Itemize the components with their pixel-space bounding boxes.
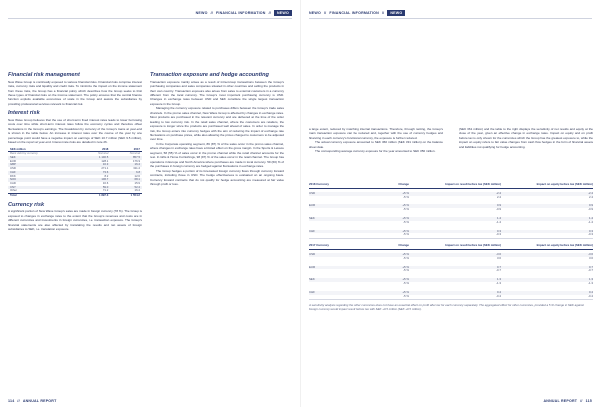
right-page [300, 0, 600, 407]
table-cell: -0.7 [588, 268, 593, 273]
table-cell: CAD [10, 180, 16, 185]
table-cell: Nominal [98, 151, 109, 156]
table-cell: 6.8 [110, 171, 142, 175]
table-cell: 0.4 [496, 289, 501, 294]
table-cell: +5 % [402, 228, 409, 233]
paragraph: a large extent, reduced by matching internal transactions. Therefore, through netting, the Group's main transaction exposure can be reduced and, together with the use of currency hedges and financing in each currency's functional currency, the exposure is further reduced. [309, 127, 443, 140]
table-header-cell: Impact on result before tax (SEK million) [445, 243, 501, 248]
table-cell: CHF [309, 228, 315, 233]
table-cell: 1.4 [588, 215, 593, 220]
table-cell: 71.2 [102, 188, 109, 193]
table-header-cell: Change [398, 243, 409, 248]
table-cell: EUR [10, 158, 16, 163]
section-label: FINANCIAL INFORMATION [216, 11, 266, 15]
table-cell: 3.6 [496, 255, 501, 260]
table-cell: -5 % [403, 219, 409, 224]
table-cell: 16.3 [79, 163, 111, 167]
paragraph: Managing the currency exposure related to purchases differs between the Group's trade sales channels. In the promo sales channel, New Wave Group is affected by changes in exchange rates. Most products are purchased in the relevant currency and are delivered at the time of the order leading to low currency risk. In the retail sales channel, where the customers are retailers, the exposure is longer since the products are purchased well ahead of sales. In order to manage the risk, the Group enters into currency hedges with the aim of reducing the impact of exchange rate fluctuations on purchase prices, while also allowing the prices charged to customers to be adjusted over time. [150, 106, 284, 142]
paragraph: In the Corporate operating segment, 89 (87) % of the sales occur in the promo sales channel, where changes in exchange rates have a limited effect on the gross margin. In the Sports & Leisure segment, 58 (55) % of sales occur in the promo channel while the retail channel accounts for the rest. In Gifts & Home Furnishings, 98 (97) % of the sales occur in the retail channel. The Group has operations in Europe and North America where purchases are made in local currency. 59 (60) % of the purchases in foreign currency are hedged against fluctuations in exchange rates. [150, 141, 284, 169]
paragraph: The actual currency exposure amounted to SEK 360 million (SEK 331 million) on the balance sheet date. [309, 140, 443, 149]
table-cell: 16.6 [102, 180, 109, 185]
table-cell [309, 282, 349, 286]
table-row [309, 233, 593, 239]
table-cell: -5 % [403, 268, 409, 273]
table-row [309, 196, 593, 200]
table-cell: USD [309, 190, 316, 195]
table-cell: -0.4 [588, 293, 593, 298]
table-cell: 68.1 [110, 178, 142, 182]
table-cell: -5 % [403, 194, 409, 199]
table-cell: SEK [309, 215, 315, 220]
header-separator: // [381, 11, 385, 15]
page-header [196, 8, 292, 18]
brand-chip: NEWO [274, 10, 292, 16]
table-cell: 0.9 [496, 203, 501, 208]
sensitivity-footnote: A sensitivity analysis regarding the other currencies does not have an essential effect on profit after tax for each currency separately. The aggregated effect for other currencies, provided a 5 % change in SEK against foreign currency would impact result before tax with SEK +0.5 million (SEK +0.5 million). [309, 303, 584, 311]
paragraph: The corresponding average currency exposure for the year amounted to SEK 356 million. [315, 149, 436, 154]
table-cell: 0.7 [496, 264, 501, 269]
paragraph: Transaction exposure mainly arises as a result of intra-Group transactions between the Group's purchasing companies and sales companies situated in other countries and selling the products in their own country. Transaction exposure also arises from sales to external customers in a currency different from the local currency. The Group's most important purchasing currency is USD. Changes in exchange rates between USD and SEK constitute the single largest transaction exposure in the Group. [150, 79, 284, 106]
section-label: FINANCIAL INFORMATION [329, 11, 379, 15]
table-cell: 1.3 [588, 277, 593, 282]
table-cell: CHF [8, 171, 79, 175]
table-cell: +5 % [402, 251, 409, 256]
page-header [309, 8, 405, 18]
right-column-1 [309, 127, 443, 154]
table-header-cell: Change [398, 182, 409, 186]
paragraph: (SEK 361 million) and the table to the right displays the sensitivity of net results and equity at the close of the year, given an effective change in exchange rates. Impact on equity and on profit before tax is only shown for the currencies which the Group has the greatest exposure to, while the impact on equity refers to fair value changes from cash flow hedges in the form of financial assets and liabilities not qualifying for hedge accounting. [459, 127, 593, 149]
table-cell: 3.6 [588, 255, 593, 260]
footer-label: ANNUAL REPORT [543, 399, 578, 403]
sensitivity-table-2018 [309, 182, 593, 239]
footer-separator: // [17, 399, 20, 403]
table-cell: -0.3 [496, 232, 501, 237]
table-cell: 73.6 [79, 171, 111, 175]
table-cell: 59.0 [79, 186, 111, 190]
table-cell: 311.2 [133, 166, 140, 171]
table-cell: GBP [8, 163, 79, 167]
heading-currency-risk: Currency risk [8, 201, 45, 208]
page-number: 115 [585, 399, 592, 403]
table-cell: 0.3 [588, 228, 593, 233]
table-header-cell: Impact on equity before tax (SEK million) [536, 182, 593, 186]
table-cell: 8.2 [104, 173, 109, 178]
table-cell: 0.7 [588, 264, 593, 269]
table-cell [309, 233, 349, 237]
table-cell: -3.6 [496, 251, 501, 256]
table-cell: 2.4 [588, 194, 593, 199]
table-cell: 15.9 [134, 180, 140, 185]
table-row [309, 221, 593, 225]
table-row [309, 269, 593, 273]
table-cell: 16.4 [110, 163, 142, 167]
heading-transaction-exposure: Transaction exposure and hedge accounting [150, 72, 269, 78]
table-cell: EUR [309, 264, 316, 269]
table-cell [309, 208, 349, 212]
table-cell: -0.9 [588, 207, 593, 212]
page-number: 114 [8, 399, 15, 403]
table-cell: Nominal [129, 151, 140, 156]
table-cell: -2.4 [496, 190, 501, 195]
sensitivity-table-2017 [309, 243, 593, 300]
table-cell: 1.4 [496, 215, 501, 220]
table-cell: 1 146.5 [79, 156, 111, 160]
table-cell: USD [10, 166, 16, 171]
page-footer [544, 399, 593, 403]
table-cell: -1.4 [496, 219, 501, 224]
header-separator: // [323, 11, 327, 15]
brand-label: NEWO [195, 11, 208, 15]
table-cell: -5 % [403, 207, 409, 212]
table-cell: 1.3 [496, 277, 501, 282]
header-rule [309, 18, 592, 19]
table-cell [309, 196, 349, 200]
table-cell: 128.1 [101, 158, 109, 163]
page-footer [8, 399, 57, 403]
table-cell: 2.4 [496, 194, 501, 199]
table-cell: -5 % [403, 280, 409, 285]
table-cell: 176.9 [133, 158, 140, 163]
left-column-2 [150, 72, 284, 186]
table-cell: 0.3 [496, 228, 501, 233]
paragraph: New Wave Group is continually exposed to various financial risks. Financial risks comprise interest risks, currency risks and liquidity and credit risks. To minimize the impact on the income statement from these risks, the Group has a financial policy which describes how the Group seeks to limit these types of financial risks on the income statement. The policy ensures that the central finance function exploits available economies of scale in the Group and assists the subsidiaries by providing professional services relevant to financial risk. [8, 79, 142, 106]
table-cell: +5 % [402, 215, 409, 220]
footer-separator: // [580, 399, 583, 403]
sensitivity-tables [309, 182, 593, 312]
table-cell: 0.4 [588, 289, 593, 294]
table-cell: 271.1 [101, 166, 109, 171]
brand-label: NEWO [309, 11, 321, 15]
table-cell: -5 % [403, 255, 409, 260]
table-cell: SEK [8, 156, 79, 160]
loans-by-currency-table [8, 148, 142, 198]
table-cell [309, 295, 349, 299]
table-cell: -3.6 [588, 251, 593, 256]
heading-interest-risk: Interest risk [8, 110, 40, 117]
table-cell [309, 257, 349, 261]
table-cell: -0.3 [588, 232, 593, 237]
table-cell [309, 269, 349, 273]
table-cell: -1.3 [496, 280, 501, 285]
table-cell: +5 % [402, 264, 409, 269]
table-cell: Bank debt by currency [10, 151, 38, 156]
table-cell: 1 897.3 [79, 194, 111, 198]
table-cell: USD [309, 251, 316, 256]
header-separator: // [210, 11, 214, 15]
table-cell: +5 % [402, 203, 409, 208]
table-cell: 16.4 [134, 188, 140, 193]
table-cell: SEK [309, 277, 315, 282]
table-row [309, 208, 593, 212]
brand-chip: NEWO [387, 10, 405, 16]
table-cell: -5 % [403, 293, 409, 298]
table-cell: 1 554.2 [110, 194, 142, 198]
table-header-row [309, 182, 593, 189]
table-cell: 106.7 [79, 178, 111, 182]
table-header-cell: 2017 [110, 148, 142, 152]
table-cell: EUR [309, 203, 316, 208]
table-cell: 0.9 [588, 203, 593, 208]
table-header-cell: SEK million [8, 148, 79, 152]
header-separator: // [268, 11, 272, 15]
table-cell: -1.3 [588, 280, 593, 285]
table-header-cell: 2018 [79, 148, 111, 152]
table-cell: Total [8, 194, 79, 198]
table-cell: Other [10, 188, 17, 193]
table-header-cell: 2018 Currency [309, 182, 329, 186]
table-cell: -0.4 [496, 293, 501, 298]
header-rule [8, 18, 292, 19]
table-cell: +5 % [402, 277, 409, 282]
heading-financial-risk: Financial risk management [8, 72, 80, 78]
table-header-cell: 2017 Currency [309, 243, 329, 248]
table-cell: 857.5 [110, 156, 142, 160]
right-column-2 [459, 127, 593, 149]
table-cell: 52.4 [110, 186, 142, 190]
paragraph: The Group hedges a portion of its forecasted foreign currency flows through currency forward contracts, including those in USD. The hedge effectiveness is evaluated on an ongoing basis. Currency forward contracts that do not qualify for hedge accounting are measured at fair value through profit or loss. [150, 168, 284, 187]
table-header-cell: Impact on result before tax (SEK million) [445, 182, 501, 186]
table-cell: NOK [8, 178, 79, 182]
table-cell: -1.4 [588, 219, 593, 224]
table-total-row [8, 194, 142, 198]
table-header-row [309, 243, 593, 250]
table-cell [309, 221, 349, 225]
table-cell: -5 % [403, 232, 409, 237]
table-cell: 12.6 [134, 173, 140, 178]
table-cell: +5 % [402, 190, 409, 195]
table-header-cell: Impact on equity before tax (SEK million) [536, 243, 593, 248]
table-row [309, 257, 593, 261]
table-cell: DKK [10, 173, 16, 178]
paragraph: A significant portion of New Wave Group's sales are made in foreign currency (78 %). The Group is exposed to changes in exchange rates to the extent that the Group's revenues and costs are in different currencies and investments in foreign currencies, i.e. transaction exposure. The Group's financial statements are also affected by translating the results and net assets of foreign subsidiaries to SEK, i.e. translation exposure. [8, 209, 142, 232]
table-cell: CHF [309, 289, 315, 294]
paragraph: New Wave Group believes that the use of short-term fixed interest rates leads to lower borrowing costs over time while short-term interest rates follow the economy cycles and therefore offset fluctuations in the Group's earnings. The breakdown by currency of the Group's loans at year-end is shown in the table below. An increase in interest rates over the course of the year by one percentage point would have a negative impact on earnings of SEK 10.7 million (SEK 9.5 million), based on the report at year-end. Interest rate risks are detailed in note 26. [8, 117, 142, 145]
left-column-1 [8, 72, 142, 232]
table-cell: -2.4 [588, 190, 593, 195]
table-cell: +5 % [402, 289, 409, 294]
table-cell: -0.9 [496, 207, 501, 212]
table-row [309, 282, 593, 286]
footer-label: ANNUAL REPORT [22, 399, 57, 403]
table-cell: CNY [8, 186, 79, 190]
table-row [309, 295, 593, 301]
table-cell: -0.7 [496, 268, 501, 273]
